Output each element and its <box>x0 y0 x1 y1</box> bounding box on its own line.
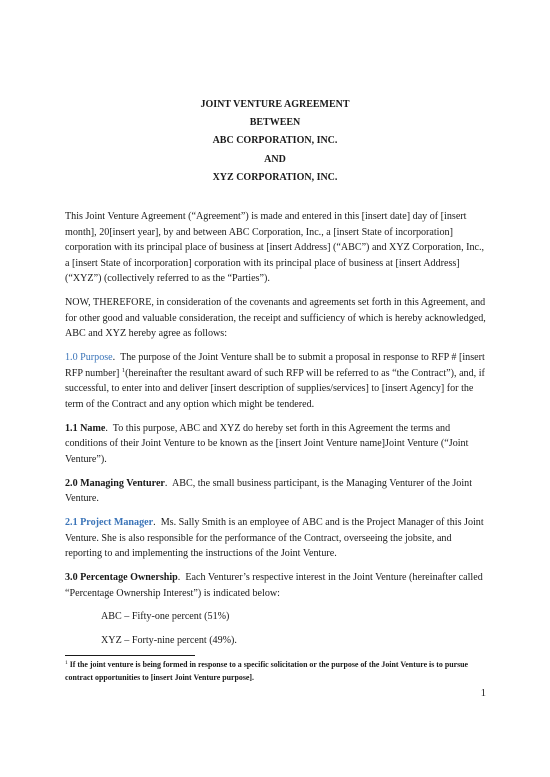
ownership-item-xyz: XYZ – Forty-nine percent (49%). <box>101 635 237 647</box>
document-title <box>0 96 550 187</box>
section-ownership-heading: 3.0 Percentage Ownership <box>65 572 178 583</box>
footnote <box>65 659 489 685</box>
document-body <box>65 209 489 657</box>
section-name-heading: 1.1 Name <box>65 422 106 434</box>
title-line-5: XYZ CORPORATION, INC. <box>212 171 338 183</box>
title-line-1: JOINT VENTURE AGREEMENT <box>200 99 350 110</box>
page-number: 1 <box>480 688 486 699</box>
section-managing: 2.0 Managing Venturer. ABC, the small business participant, is the Managing Venturer of the Joint Venture. <box>65 477 472 505</box>
footnote-reference[interactable]: 1 <box>121 366 126 374</box>
section-purpose-heading: 1.0 Purpose <box>65 352 113 364</box>
section-purpose: 1.0 Purpose. The purpose of the Joint Venture shall be to submit a proposal in response to RFP # [insert RFP number] $^1$(hereinafter the resultant award of such RFP will be referred to as “the Contract”), and, if successful, to enter into and deliver [insert description of supplies/services] to [insert Agency] for the term of the Contract and any option which might be tendered. <box>65 352 485 410</box>
title-line-3: ABC CORPORATION, INC. <box>212 135 338 147</box>
section-name-text: To this purpose, ABC and XYZ do hereby set forth in this Agreement the terms and conditions of their Joint Venture to be known as the [insert Joint Venture name]Joint Venture (“Joint Venture”). <box>65 422 469 465</box>
title-line-2: BETWEEN <box>249 117 301 129</box>
section-ownership-text: Each Venturer’s respective interest in the Joint Venture (hereinafter called “Percentage Ownership Interest”) is indicated below: <box>65 572 483 599</box>
section-name: 1.1 Name. To this purpose, ABC and XYZ do hereby set forth in this Agreement the terms and conditions of their Joint Venture to be known as the [insert Joint Venture name]Joint Venture (“Joint Venture”). <box>65 422 469 465</box>
ownership-item-abc: ABC – Fifty-one percent (51%) <box>101 611 230 623</box>
footnote-divider <box>65 655 195 656</box>
title-line-4: AND <box>264 153 286 165</box>
recital-paragraph: NOW, THEREFORE, in consideration of the covenants and agreements set forth in this Agreement, and for other good and valuable consideration, the receipt and sufficiency of which is hereby acknowledged, ABC and XYZ hereby agree as follows: <box>65 297 486 340</box>
section-purpose-text-b: (hereinafter the resultant award of such RFP will be referred to as “the Contract”), and, if successful, to enter into and deliver [insert description of supplies/services] to [insert Agency] for the term of the Contract and any option which might be tendered. <box>65 367 485 410</box>
intro-paragraph: This Joint Venture Agreement (“Agreement”) is made and entered in this [insert date] day of [insert month], 20[insert year], by and between ABC Corporation, Inc., a [insert State of incorporation] corporation with its principal place of business at [insert Address] (“ABC”) and XYZ Corporation, Inc., a [insert State of incorporation] corporation with its principal place of business at [insert Address] (“XYZ”) (collectively referred to as the “Parties”). <box>65 211 485 285</box>
section-project-manager-heading: 2.1 Project Manager <box>65 517 154 529</box>
section-project-manager-text: Ms. Sally Smith is an employee of ABC and is the Project Manager of this Joint Venture. She is also responsible for the performance of the Contract, overseeing the jobsite, and reporting to and implementing the instructions of the Joint Venture. <box>65 517 484 560</box>
section-purpose-text-a: The purpose of the Joint Venture shall be to submit a proposal in response to RFP # [insert RFP number] <box>65 352 485 379</box>
section-managing-text: ABC, the small business participant, is the Managing Venturer of the Joint Venture. <box>65 477 472 505</box>
footnote-text: If the joint venture is being formed in response to a specific solicitation or the purpose of the Joint Venture is to pursue contract opportunities to [insert Joint Venture purpose]. <box>65 660 469 682</box>
section-ownership: 3.0 Percentage Ownership. Each Venturer’s respective interest in the Joint Venture (hereinafter called “Percentage Ownership Interest”) is indicated below: <box>65 572 483 599</box>
section-managing-heading: 2.0 Managing Venturer <box>65 477 165 489</box>
section-project-manager: 2.1 Project Manager. Ms. Sally Smith is an employee of ABC and is the Project Manager of this Joint Venture. She is also responsible for the performance of the Contract, overseeing the jobsite, and reporting to and implementing the instructions of the Joint Venture. <box>65 517 484 560</box>
footnote-number: 1 <box>65 660 68 666</box>
